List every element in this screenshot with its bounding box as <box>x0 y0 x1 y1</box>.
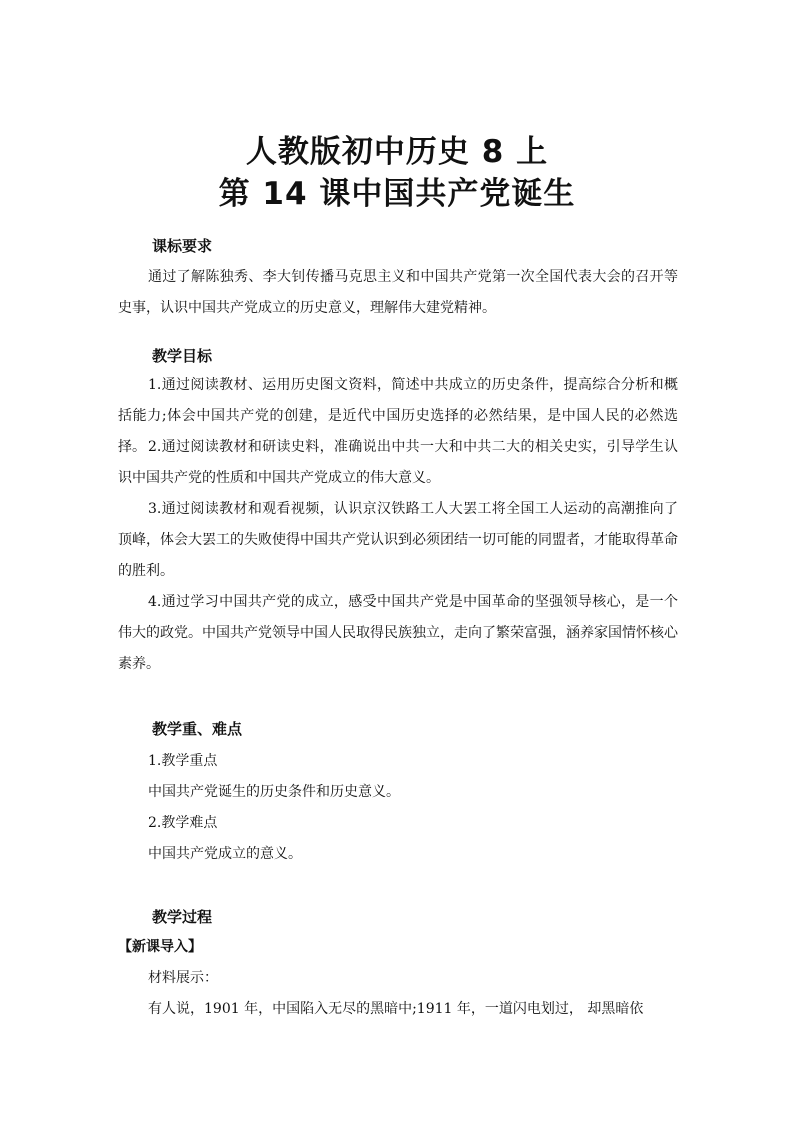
objective-item-2: 2.通过阅读教材和研读史料，准确说出中共一大和中共二大的相关史实，引导学生认识中国共产党的性质和中国共产党成立的伟大意义。 <box>118 439 678 486</box>
intro-label: 【新课导入】 <box>118 939 202 955</box>
focus-text: 中国共产党诞生的历史条件和历史意义。 <box>148 784 400 800</box>
curriculum-text: 通过了解陈独秀、李大钊传播马克思主义和中国共产党第一次全国代表大会的召开等史事，认识中国共产党成立的历史意义，理解伟大建党精神。 <box>118 269 678 316</box>
material-label: 材料展示： <box>148 970 218 986</box>
objective-item-4: 4.通过学习中国共产党的成立，感受中国共产党是中国革命的坚强领导核心，是一个伟大的政党。中国共产党领导中国人民取得民族独立，走向了繁荣富强，涵养家国情怀核心素养。 <box>118 594 678 672</box>
difficulty-label: 2.教学难点 <box>148 815 218 831</box>
document-title-line2: 第 14 课中国共产党诞生 <box>218 176 576 212</box>
objectives-heading: 教学目标 <box>152 347 213 365</box>
difficulty-text: 中国共产党成立的意义。 <box>148 846 302 862</box>
focus-label: 1.教学重点 <box>148 753 218 769</box>
material-text: 有人说，1901 年，中国陷入无尽的黑暗中;1911 年，一道闪电划过， 却黑暗依 <box>148 1001 644 1017</box>
objective-item-3: 3.通过阅读教材和观看视频，认识京汉铁路工人大罢工将全国工人运动的高潮推向了顶峰，体会大罢工的失败使得中国共产党认识到必须团结一切可能的同盟者，才能取得革命的胜利。 <box>118 501 678 579</box>
process-heading: 教学过程 <box>152 908 213 926</box>
curriculum-heading: 课标要求 <box>152 237 213 255</box>
objective-item-1: 1.通过阅读教材、运用历史图文资料，简述中共成立的历史条件，提高综合分析和概括能力;体会中国共产党的创建，是近代中国历史选择的必然结果，是中国人民的必然选择。 <box>118 377 678 455</box>
key-points-heading: 教学重、难点 <box>152 720 243 738</box>
document-title-line1: 人教版初中历史 8 上 <box>245 134 549 170</box>
